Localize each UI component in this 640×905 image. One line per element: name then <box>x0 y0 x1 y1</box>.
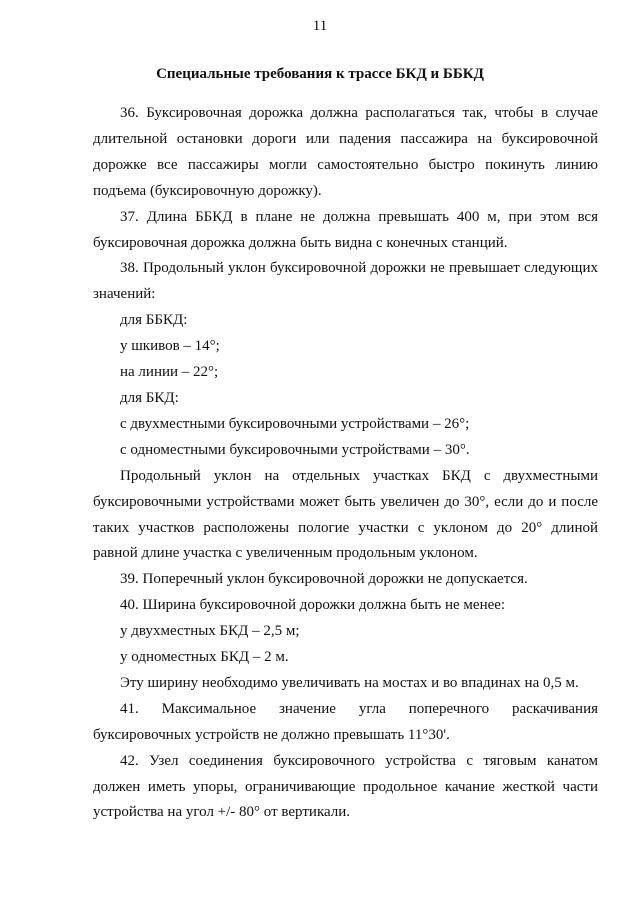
paragraph-36: 36. Буксировочная дорожка должна располагаться так, чтобы в случае длительной остановки дороги или падения пассажира на буксировочной дорожке все пассажиры могли самостоятельно быстро покинуть линию подъема (буксировочную дорожку). <box>93 105 598 199</box>
paragraph-39: 39. Поперечный уклон буксировочной дорожки не допускается. <box>120 571 528 588</box>
paragraph-37: 37. Длина ББКД в плане не должна превышать 400 м, при этом вся буксировочная дорожка должна быть видна с конечных станций. <box>93 208 598 251</box>
list-item-two-seat: с двухместными буксировочными устройствами – 26°; <box>120 415 470 432</box>
paragraph-42: 42. Узел соединения буксировочного устройства с тяговым канатом должен иметь упоры, ограничивающие продольное качание жесткой части устройства на угол +/- 80° от вертикали. <box>93 752 598 821</box>
list-item-one-seat: с одноместными буксировочными устройствами – 30°. <box>120 441 470 458</box>
list-item-bbkd: для ББКД: <box>120 312 188 329</box>
document-body <box>93 101 598 826</box>
list-item-width-two-seat: у двухместных БКД – 2,5 м; <box>120 623 300 640</box>
paragraph-41: 41. Максимальное значение угла поперечного раскачивания буксировочных устройств не должно превышать 11°30'. <box>93 700 598 743</box>
list-item-width-one-seat: у одноместных БКД – 2 м. <box>120 649 289 666</box>
paragraph-38: 38. Продольный уклон буксировочной дорожки не превышает следующих значений: <box>93 260 598 303</box>
list-item-line: на линии – 22°; <box>120 364 219 381</box>
page-number: 11 <box>312 18 328 34</box>
section-heading: Специальные требования к трассе БКД и ББКД <box>156 66 484 82</box>
paragraph-40: 40. Ширина буксировочной дорожки должна быть не менее: <box>120 597 506 614</box>
list-item-pulleys: у шкивов – 14°; <box>120 338 220 355</box>
list-item-bkd: для БКД: <box>120 389 179 406</box>
paragraph-width-note: Эту ширину необходимо увеличивать на мостах и во впадинах на 0,5 м. <box>120 674 579 691</box>
paragraph-slope-note: Продольный уклон на отдельных участках БКД с двухместными буксировочными устройствами может быть увеличен до 30°, если до и после таких участков расположены пологие участки с уклоном до 20° длиной равной длине участка с увеличенным продольным уклоном. <box>93 467 598 562</box>
